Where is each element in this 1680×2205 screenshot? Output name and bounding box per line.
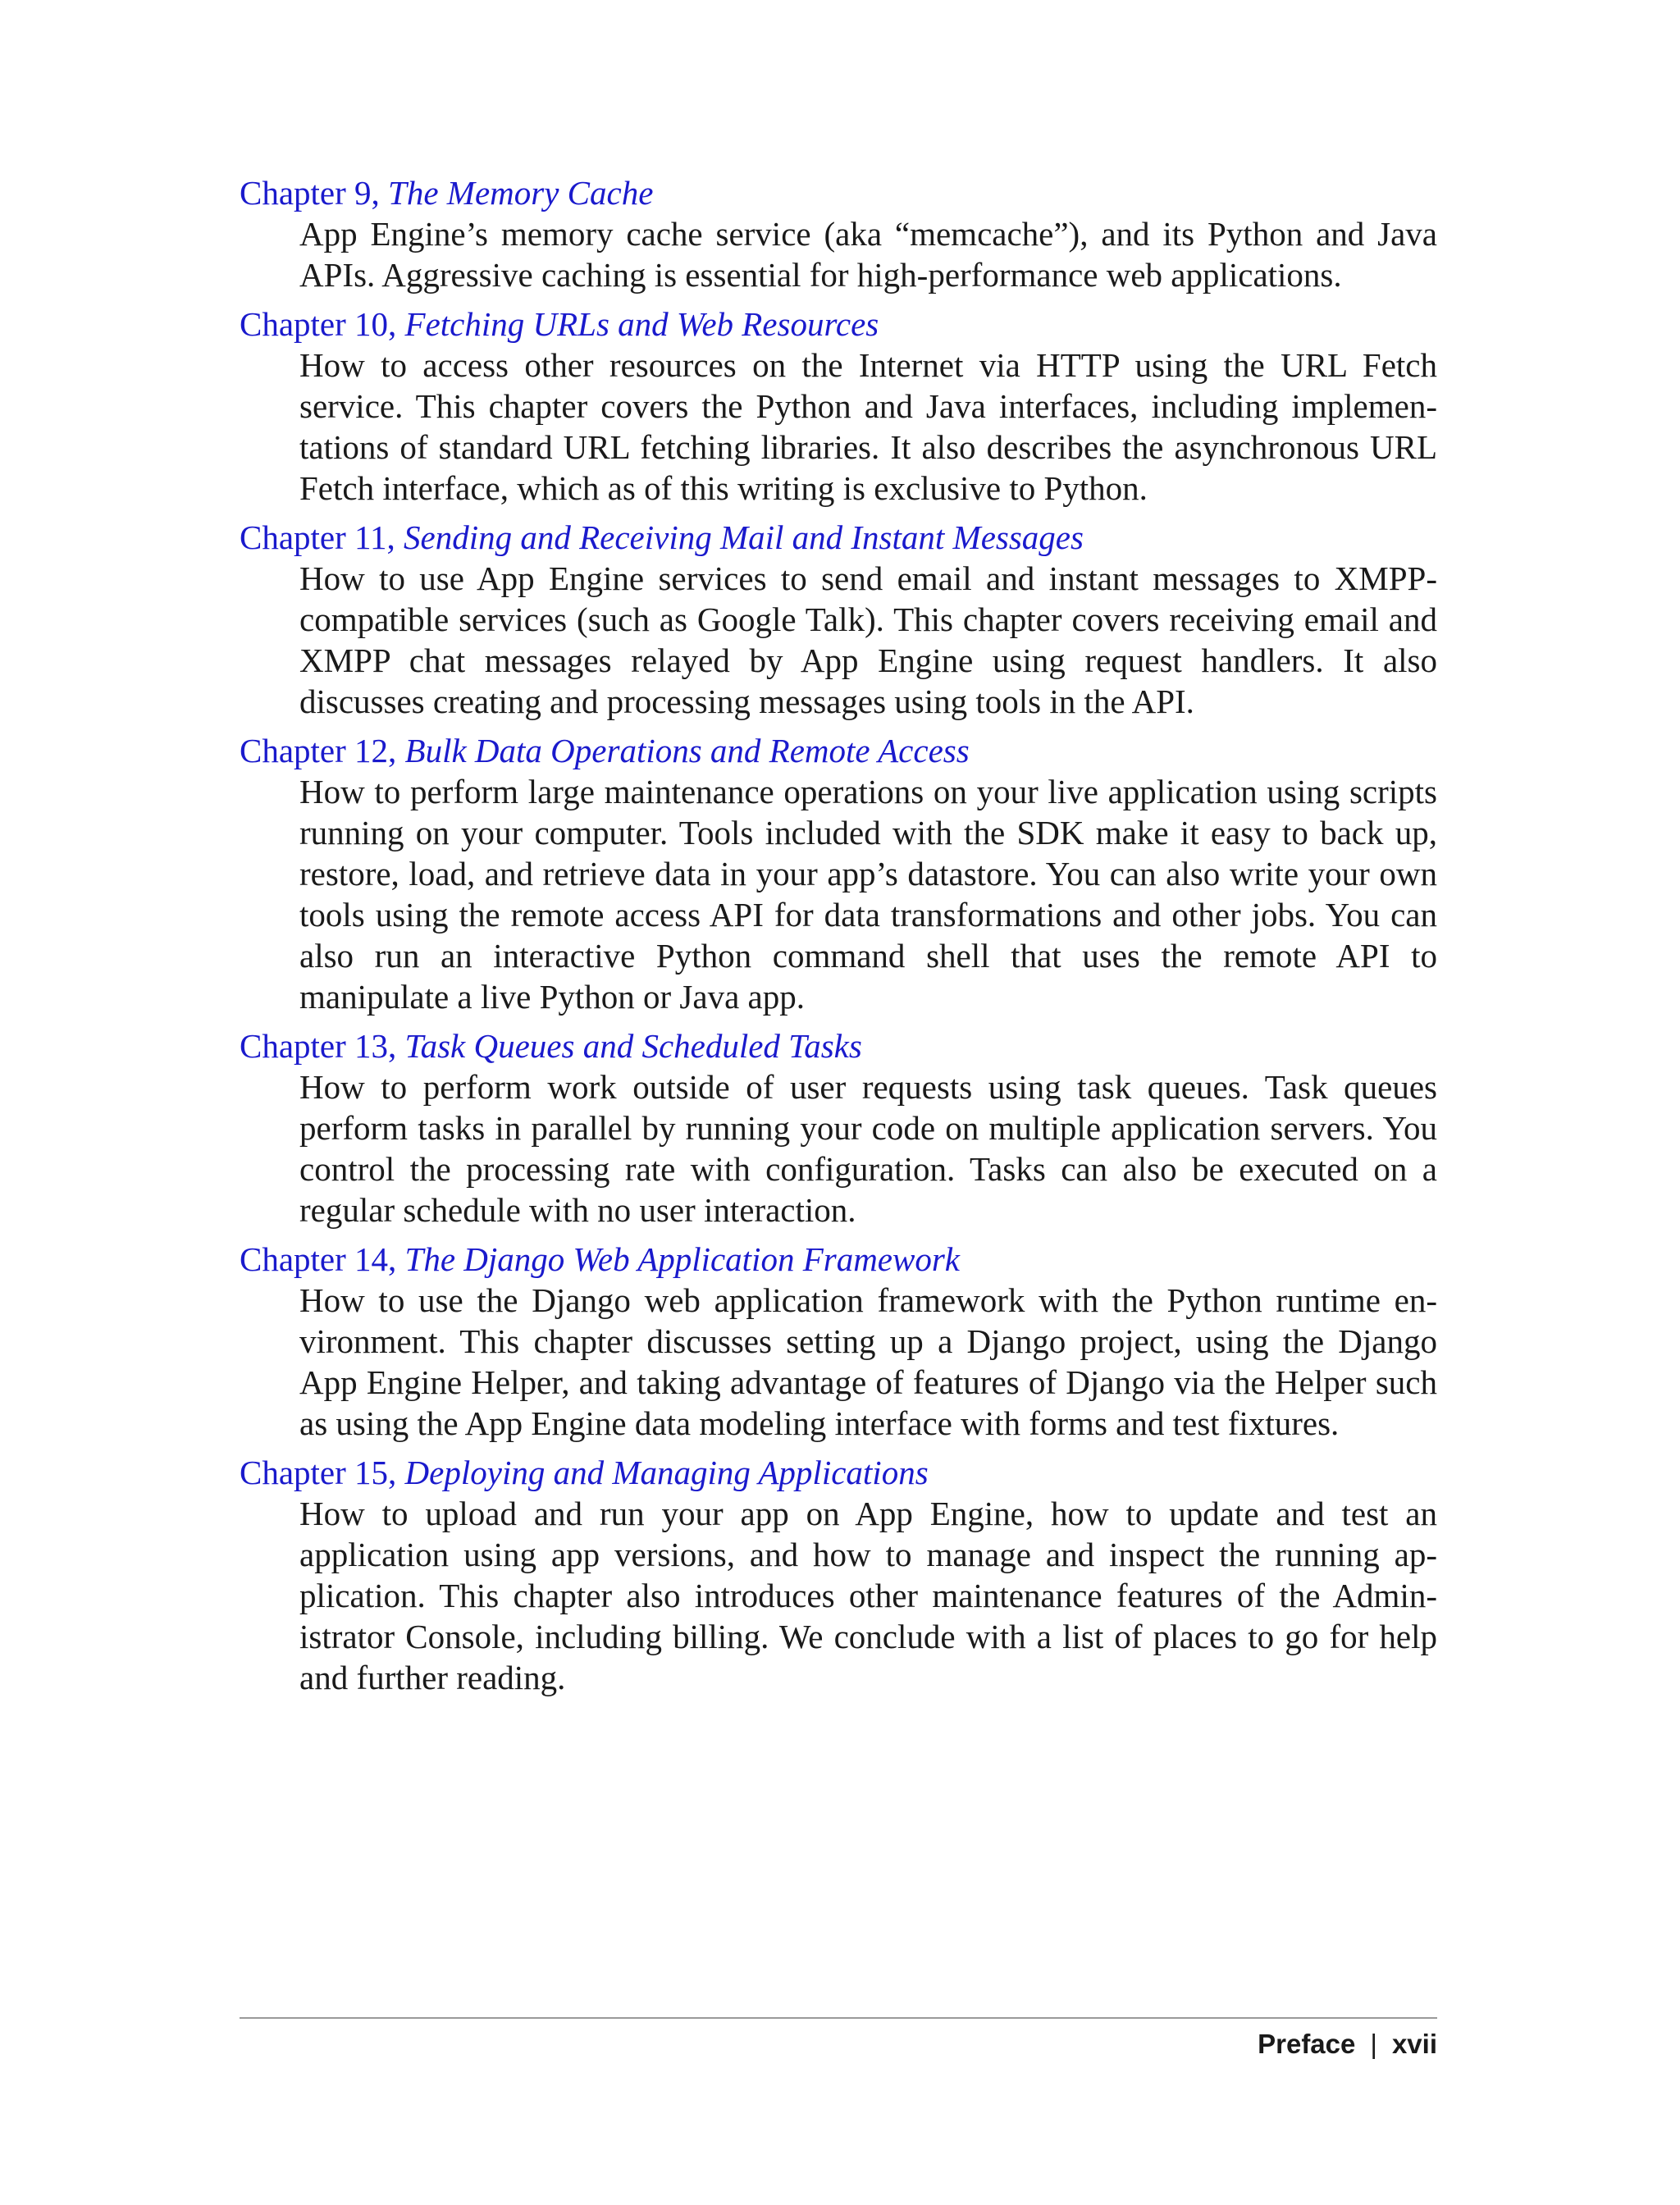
page-number: xvii xyxy=(1391,2029,1437,2059)
chapter-number: Chapter 13, xyxy=(240,1027,397,1065)
chapter-number: Chapter 15, xyxy=(240,1454,397,1491)
chapter-link[interactable] xyxy=(240,730,1437,771)
footer-separator: | xyxy=(1370,2029,1377,2059)
chapter-entry xyxy=(240,730,1437,1017)
chapter-name: Bulk Data Operations and Remote Access xyxy=(404,732,970,769)
chapter-number: Chapter 9, xyxy=(240,174,380,212)
chapter-entry xyxy=(240,172,1437,295)
chapter-number: Chapter 14, xyxy=(240,1240,397,1278)
chapter-number: Chapter 11, xyxy=(240,518,395,556)
footer-rule xyxy=(240,2017,1437,2019)
chapter-name: Task Queues and Scheduled Tasks xyxy=(404,1027,862,1065)
footer-section: Preface xyxy=(1258,2029,1356,2059)
chapter-link[interactable] xyxy=(240,1452,1437,1493)
chapter-description: How to perform work outside of user requests using task queues. Task queues perform tasks in parallel by running your code on multiple application servers. You control the processing rate with configuration. Tasks can also be executed on a regular schedule with no user interaction. xyxy=(299,1068,1437,1229)
chapter-number: Chapter 12, xyxy=(240,732,397,769)
chapter-entry xyxy=(240,1025,1437,1230)
chapter-description: How to upload and run your app on App Engine, how to update and test an application using app versions, and how to manage and inspect the running application. This chapter also introduces other maintenance features of the Administrator Console, including billing. We conclude with a list of places to go for help and further reading. xyxy=(299,1495,1437,1696)
chapter-link[interactable] xyxy=(240,304,1437,345)
chapter-name: The Django Web Application Framework xyxy=(404,1240,961,1278)
chapter-name: Deploying and Managing Applications xyxy=(404,1454,929,1491)
chapter-link[interactable] xyxy=(240,517,1437,558)
chapter-entry xyxy=(240,1239,1437,1444)
chapter-link[interactable] xyxy=(240,172,1437,213)
chapter-list xyxy=(240,172,1437,1706)
chapter-name: Sending and Receiving Mail and Instant Messages xyxy=(404,518,1084,556)
chapter-description: How to perform large maintenance operations on your live application using scripts running on your computer. Tools included with the SDK make it easy to back up, restore, load, and retrieve data in your app’s datastore. You can also write your own tools using the remote access API for data transformations and other jobs. You can also run an interactive Python command shell that uses the remote API to manipulate a live Python or Java app. xyxy=(299,773,1437,1016)
chapter-description: App Engine’s memory cache service (aka “memcache”), and its Python and Java APIs. Aggressive caching is essential for high-performance web applications. xyxy=(299,215,1437,294)
chapter-entry xyxy=(240,304,1437,509)
chapter-name: Fetching URLs and Web Resources xyxy=(404,305,879,343)
chapter-link[interactable] xyxy=(240,1239,1437,1280)
chapter-entry xyxy=(240,517,1437,722)
chapter-description: How to use the Django web application framework with the Python runtime environment. This chapter discusses setting up a Django project, using the Django App Engine Helper, and taking advantage of features of Django via the Helper such as using the App Engine data modeling interface with forms and test fixtures. xyxy=(299,1281,1437,1442)
chapter-description: How to use App Engine services to send email and instant messages to XMPP-compatible services (such as Google Talk). This chapter covers receiving email and XMPP chat messages relayed by App Engine using request handlers. It also discusses creating and processing messages using tools in the API. xyxy=(299,559,1437,720)
chapter-number: Chapter 10, xyxy=(240,305,397,343)
chapter-link[interactable] xyxy=(240,1025,1437,1066)
chapter-entry xyxy=(240,1452,1437,1698)
chapter-name: The Memory Cache xyxy=(388,174,654,212)
page-footer xyxy=(1258,2026,1437,2062)
chapter-description: How to access other resources on the Internet via HTTP using the URL Fetch service. This chapter covers the Python and Java interfaces, including implementations of standard URL fetching libraries. It also describes the asynchronous URL Fetch interface, which as of this writing is exclusive to Python. xyxy=(299,346,1437,507)
